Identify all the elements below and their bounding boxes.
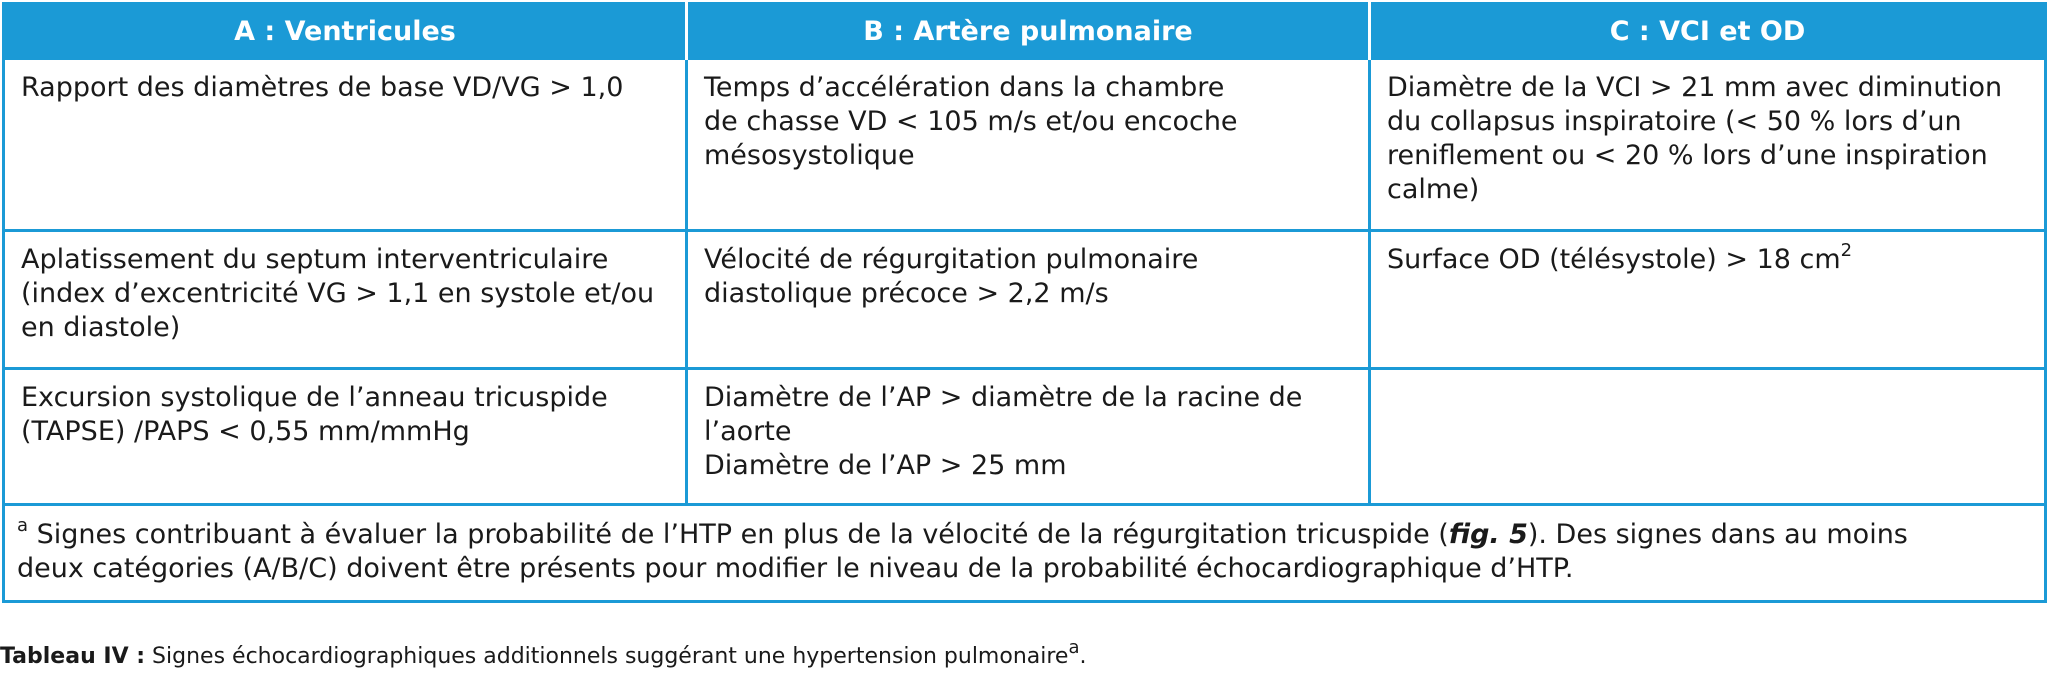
footnote-line-2: deux catégories (A/B/C) doivent être présents pour modifier le niveau de la probabilité échocardiographique d’HTP. <box>17 553 1574 584</box>
table-container <box>2 2 2044 603</box>
cell-line: du collapsus inspiratoire (< 50 % lors d’un <box>1387 106 1962 137</box>
table-row <box>4 59 2046 231</box>
table-footnote <box>4 505 2046 602</box>
cell-a-3 <box>4 369 687 505</box>
cell-line: en diastole) <box>21 312 181 343</box>
cell-line: (TAPSE) /PAPS < 0,55 mm/mmHg <box>21 416 470 447</box>
cell-line: Temps d’accélération dans la chambre <box>704 72 1225 103</box>
cell-line: reniflement ou < 20 % lors d’une inspiration <box>1387 140 1988 171</box>
superscript-2: 2 <box>1840 240 1853 261</box>
caption-text: Signes échocardiographiques additionnels suggérant une hypertension pulmonaire <box>145 644 1069 669</box>
header-row <box>4 4 2046 59</box>
footnote-marker: a <box>17 515 29 536</box>
cell-line: (index d’excentricité VG > 1,1 en systole et/ou <box>21 278 655 309</box>
cell-c-3-empty <box>1370 369 2046 505</box>
cell-line: Diamètre de la VCI > 21 mm avec diminution <box>1387 72 2003 103</box>
cell-line: Diamètre de l’AP > diamètre de la racine de <box>704 382 1303 413</box>
cell-line: Vélocité de régurgitation pulmonaire <box>704 244 1199 275</box>
cell-line: mésosystolique <box>704 140 915 171</box>
caption-superscript: a <box>1068 636 1080 658</box>
header-ventricules: A : Ventricules <box>4 4 687 59</box>
table-caption <box>0 636 1087 669</box>
echo-signs-table <box>2 2 2047 603</box>
cell-c-1 <box>1370 59 2046 231</box>
caption-end: . <box>1079 644 1087 669</box>
cell-line: Aplatissement du septum interventriculaire <box>21 244 609 275</box>
cell-line: de chasse VD < 105 m/s et/ou encoche <box>704 106 1238 137</box>
table-row <box>4 369 2046 505</box>
header-vci-od: C : VCI et OD <box>1370 4 2046 59</box>
caption-label: Tableau IV : <box>0 644 146 669</box>
footnote-line-1 <box>17 515 2032 552</box>
footnote-row <box>4 505 2046 602</box>
table-row <box>4 231 2046 369</box>
cell-line: Diamètre de l’AP > 25 mm <box>704 450 1067 481</box>
footnote-text-1: Signes contribuant à évaluer la probabilité de l’HTP en plus de la vélocité de la régurgitation tricuspide ( <box>28 519 1449 550</box>
cell-line: l’aorte <box>704 416 792 447</box>
cell-line: calme) <box>1387 174 1480 205</box>
cell-line <box>1387 240 2028 277</box>
cell-b-1 <box>687 59 1370 231</box>
header-artere-pulmonaire: B : Artère pulmonaire <box>687 4 1370 59</box>
footnote-text-2: ). Des signes dans au moins <box>1527 519 1908 550</box>
cell-a-1 <box>4 59 687 231</box>
cell-a-2 <box>4 231 687 369</box>
cell-b-3 <box>687 369 1370 505</box>
surface-od-text: Surface OD (télésystole) > 18 cm <box>1387 244 1841 275</box>
cell-b-2 <box>687 231 1370 369</box>
cell-line: Rapport des diamètres de base VD/VG > 1,0 <box>21 72 624 103</box>
cell-c-2 <box>1370 231 2046 369</box>
cell-line: Excursion systolique de l’anneau tricuspide <box>21 382 608 413</box>
cell-line: diastolique précoce > 2,2 m/s <box>704 278 1109 309</box>
figure-reference: fig. 5 <box>1448 519 1528 550</box>
